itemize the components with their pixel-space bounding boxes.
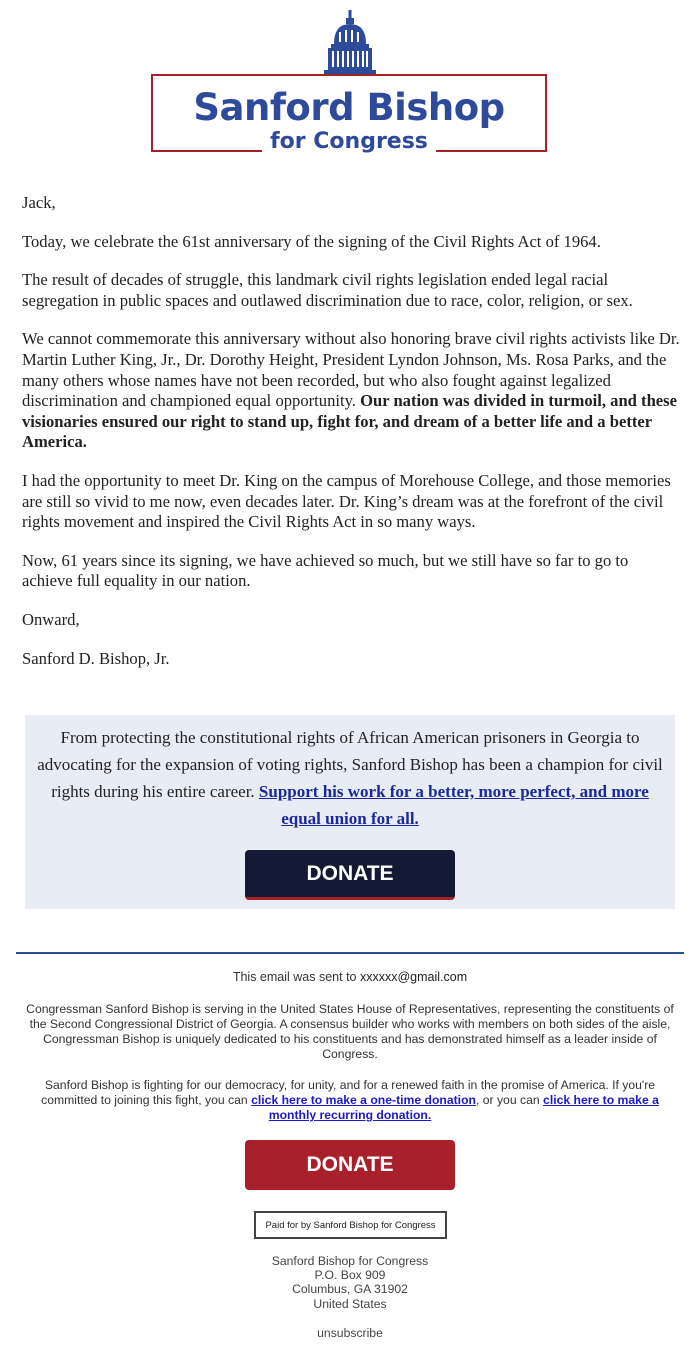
- paragraph-5: Now, 61 years since its signing, we have achieved so much, but we still have so far to go to achieve full equality in our nation.: [22, 550, 629, 591]
- mailing-address: [20, 1254, 680, 1311]
- campaign-logo: [0, 10, 700, 154]
- paragraph-1: Today, we celebrate the 61st anniversary of the signing of the Civil Rights Act of 1964.: [22, 231, 601, 251]
- callout-text: From protecting the constitutional rights of African American prisoners in Georgia to advocating for the expansion of voting rights, Sanford Bishop has been a champion for civil rights during his entire career. Support his work for a better, more perfect, and more equal union for all.: [37, 728, 663, 828]
- paragraph-3: We cannot commemorate this anniversary without also honoring brave civil rights activists like Dr. Martin Luther King, Jr., Dr. Dorothy Height, President Lyndon Johnson, Ms. Rosa Parks, and the many others whose names have not been recorded, but who also fought against legalized discrimination and championed equal opportunity. Our nation was divided in turmoil, and these visionaries ensured our right to stand up, fight for, and dream of a better life and a better America.: [22, 329, 680, 452]
- paragraph-2: The result of decades of struggle, this landmark civil rights legislation ended legal racial segregation in public spaces and outlawed discrimination due to race, color, religion, or sex.: [22, 270, 633, 310]
- footer-divider: [16, 952, 684, 954]
- donate-button-footer[interactable]: DONATE: [245, 1140, 455, 1190]
- logo-frame: [151, 74, 547, 152]
- sent-to-line: This email was sent to xxxxxx@gmail.com: [232, 970, 468, 984]
- signature: Sanford D. Bishop, Jr.: [22, 648, 170, 668]
- closing: Onward,: [22, 609, 80, 629]
- recipient-email: xxxxxx@gmail.com: [359, 970, 468, 984]
- logo-name: Sanford Bishop: [193, 86, 505, 129]
- callout-box: [25, 715, 675, 909]
- unsubscribe-link[interactable]: unsubscribe: [317, 1326, 383, 1340]
- support-link[interactable]: Support his work for a better, more perfect, and more equal union for all.: [258, 782, 649, 828]
- fight-text: Sanford Bishop is fighting for our democracy, for unity, and for a renewed faith in the promise of America. If you're committed to joining this fight, you can click here to make a one-time donation, or you can click here to make a monthly recurring donation.: [41, 1078, 659, 1122]
- one-time-donation-link[interactable]: click here to make a one-time donation: [251, 1093, 476, 1107]
- letter-body: [22, 193, 682, 687]
- paragraph-3-emphasis: Our nation was divided in turmoil, and these visionaries ensured our right to stand up, fight for, and dream of a better life and a better America.: [22, 391, 677, 452]
- address-line: United States: [313, 1296, 387, 1311]
- donate-button-primary[interactable]: DONATE: [245, 850, 455, 900]
- address-line: Sanford Bishop for Congress: [271, 1254, 429, 1268]
- about-text: Congressman Sanford Bishop is serving in the United States House of Representatives, representing the constituents of the Second Congressional District of Georgia. A consensus builder who works with members on both sides of the aisle, Congressman Bishop is uniquely dedicated to his constituents and has demonstrated himself as a leader inside of Congress.: [26, 1002, 674, 1061]
- paid-for-disclaimer: Paid for by Sanford Bishop for Congress: [254, 1211, 447, 1239]
- address-line: Columbus, GA 31902: [292, 1282, 408, 1297]
- paragraph-4: I had the opportunity to meet Dr. King on the campus of Morehouse College, and those memories are still so vivid to me now, even decades later. Dr. King’s dream was at the forefront of the civil rights movement and inspired the Civil Rights Act in so many ways.: [22, 470, 671, 532]
- greeting: Jack,: [22, 193, 56, 212]
- address-line: P.O. Box 909: [314, 1268, 386, 1283]
- logo-subtitle: for Congress: [153, 130, 545, 154]
- monthly-donation-link[interactable]: click here to make a monthly recurring donation.: [268, 1093, 659, 1122]
